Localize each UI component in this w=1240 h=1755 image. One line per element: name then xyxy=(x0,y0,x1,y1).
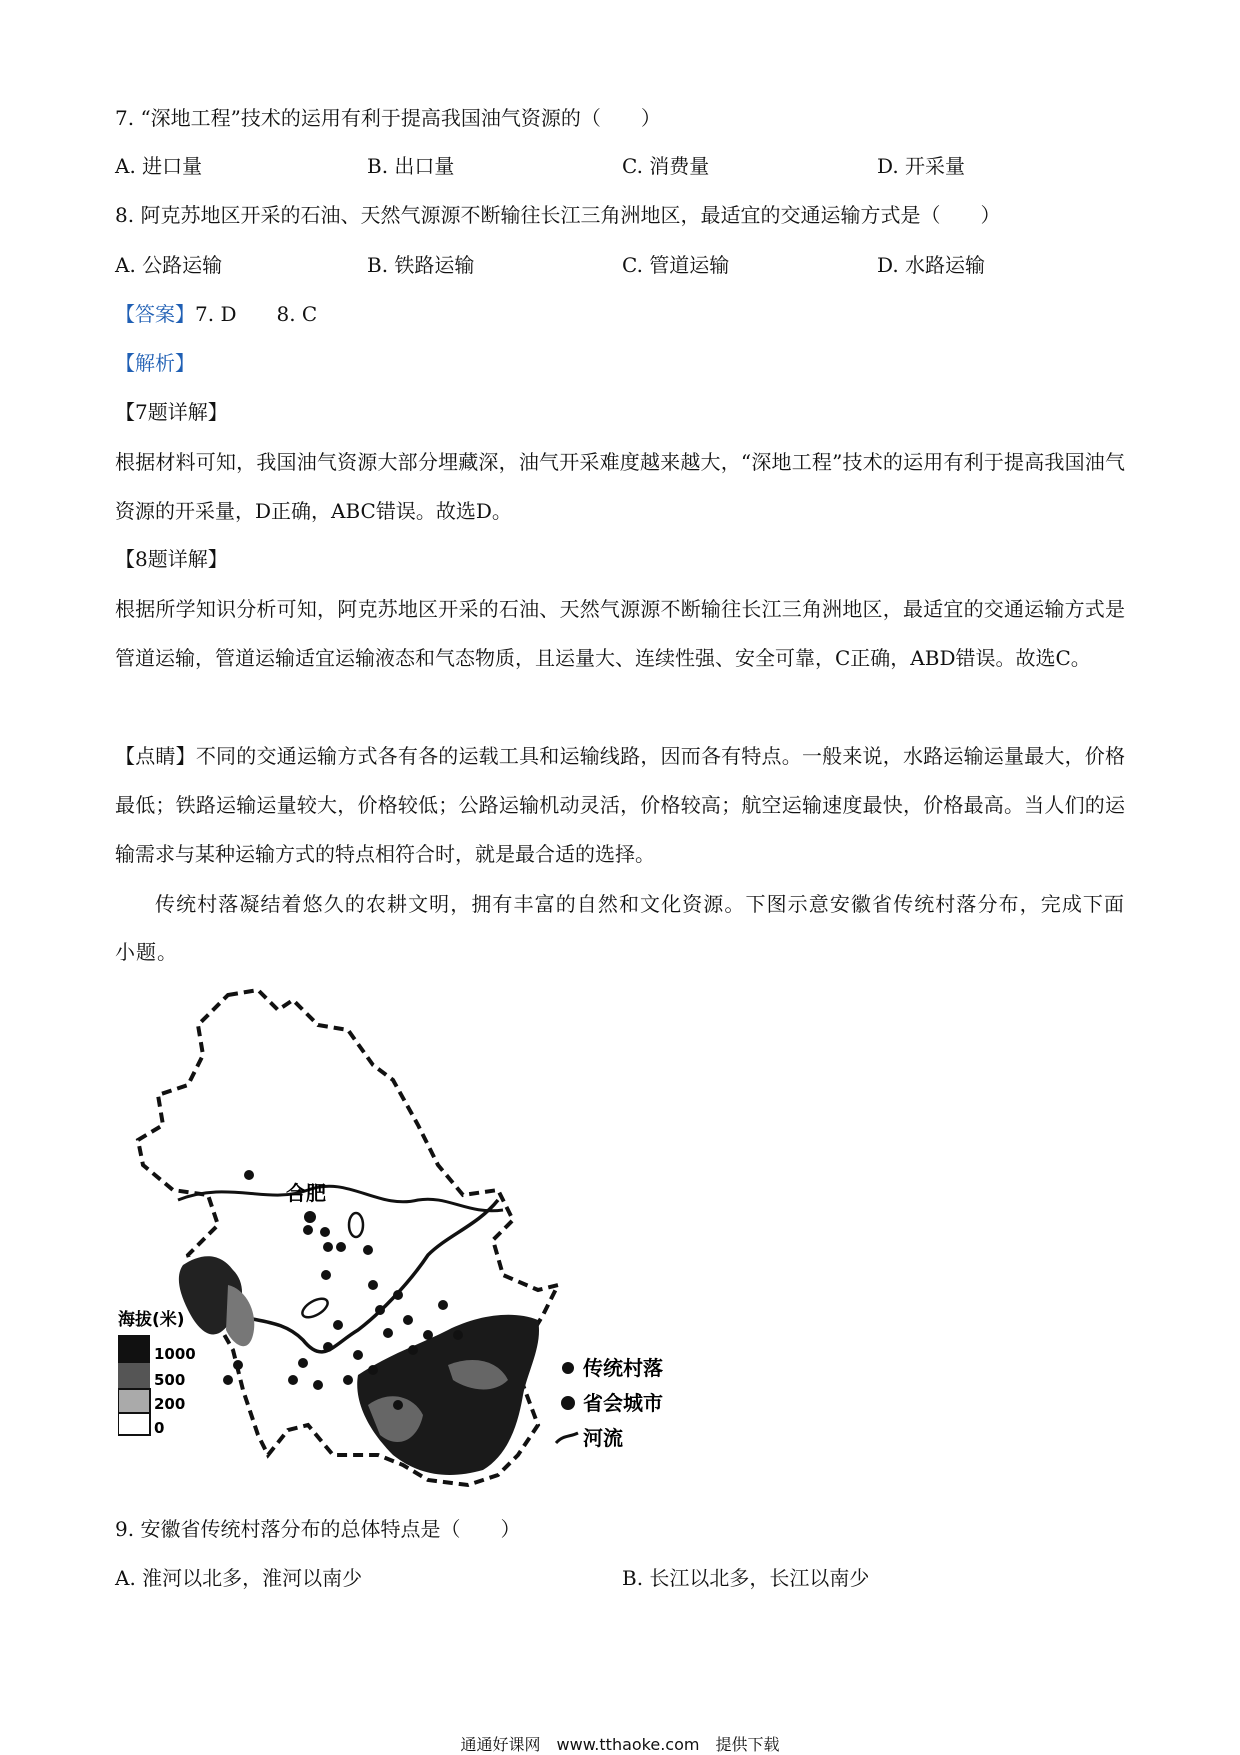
dianjing-text: 不同的交通运输方式各有各的运载工具和运输线路，因而各有特点。一般来说，水路运输运量最大，价格最低；铁路运输运量较大，价格较低；公路运输机动灵活，价格较高；航空运输速度最快，价格最高。当人们的运输需求与某种运输方式的特点相符合时，就是最合适的选择。 xyxy=(115,744,1126,866)
southern-mountains xyxy=(357,1315,539,1475)
detail-8-tag: 【8题详解】 xyxy=(115,547,228,571)
elevation-title: 海拔(米) xyxy=(118,1310,185,1330)
q9-option-b: B. 长江以北多，长江以南少 xyxy=(622,1566,870,1590)
elevation-tick-500: 500 xyxy=(154,1371,186,1389)
q7-stem: 7. “深地工程”技术的运用有利于提高我国油气资源的（ ） xyxy=(115,106,661,130)
q7-option-b: B. 出口量 xyxy=(367,154,455,178)
elevation-tick-1000: 1000 xyxy=(154,1345,196,1363)
dianjing-paragraph xyxy=(115,732,1125,879)
lake-2 xyxy=(299,1295,330,1321)
elevation-band-0 xyxy=(118,1413,150,1435)
q7-option-a: A. 进口量 xyxy=(115,154,203,178)
hefei-label: 合肥 xyxy=(286,1181,326,1205)
elevation-band-1000 xyxy=(118,1335,150,1363)
hefei-city-dot xyxy=(304,1211,316,1223)
answer-line xyxy=(115,299,317,329)
analysis-tag: 【解析】 xyxy=(115,351,195,375)
q8-option-b: B. 铁路运输 xyxy=(367,253,475,277)
detail-7-text: 根据材料可知，我国油气资源大部分埋藏深，油气开采难度越来越大，“深地工程”技术的运用有利于提高我国油气资源的开采量，D正确，ABC错误。故选D。 xyxy=(115,450,1125,523)
dianjing-tag: 【点睛】 xyxy=(115,744,196,768)
elevation-tick-0: 0 xyxy=(154,1419,165,1437)
answer-text: 7. D 8. C xyxy=(195,302,318,326)
elevation-band-200 xyxy=(118,1389,150,1413)
answer-tag: 【答案】 xyxy=(115,302,195,326)
legend-river-line xyxy=(556,1433,578,1443)
huai-river xyxy=(178,1186,503,1211)
chaohu-lake xyxy=(349,1213,363,1237)
elevation-tick-200: 200 xyxy=(154,1395,186,1413)
q9-stem: 9. 安徽省传统村落分布的总体特点是（ ） xyxy=(115,1517,521,1541)
elevation-band-500 xyxy=(118,1363,150,1389)
intro-paragraph: 传统村落凝结着悠久的农耕文明，拥有丰富的自然和文化资源。下图示意安徽省传统村落分布，完成下面小题。 xyxy=(115,892,1125,964)
q7-option-c: C. 消费量 xyxy=(622,154,710,178)
legend-city-dot xyxy=(561,1396,575,1410)
q7-option-d: D. 开采量 xyxy=(877,154,966,178)
legend-village-label: 传统村落 xyxy=(583,1356,663,1380)
q8-option-a: A. 公路运输 xyxy=(115,253,223,277)
legend-village-dot xyxy=(562,1362,574,1374)
dabie-mountains-light xyxy=(226,1285,254,1346)
q9-option-a: A. 淮河以北多，淮河以南少 xyxy=(115,1566,363,1590)
q8-option-d: D. 水路运输 xyxy=(877,253,986,277)
detail-7-tag: 【7题详解】 xyxy=(115,400,228,424)
legend-city-label: 省会城市 xyxy=(583,1391,663,1415)
q8-stem: 8. 阿克苏地区开采的石油、天然气源源不断输往长江三角洲地区，最适宜的交通运输方式是（ ） xyxy=(115,203,1001,227)
anhui-village-map xyxy=(118,985,678,1495)
q8-option-c: C. 管道运输 xyxy=(622,253,730,277)
page-footer: 通通好课网 www.tthaoke.com 提供下载 xyxy=(460,1735,780,1754)
legend-river-label: 河流 xyxy=(583,1426,623,1450)
detail-8-text: 根据所学知识分析可知，阿克苏地区开采的石油、天然气源源不断输往长江三角洲地区，最适宜的交通运输方式是管道运输，管道运输适宜运输液态和气态物质，且运量大、连续性强、安全可靠，C正确，ABD错误。故选C。 xyxy=(115,597,1125,670)
